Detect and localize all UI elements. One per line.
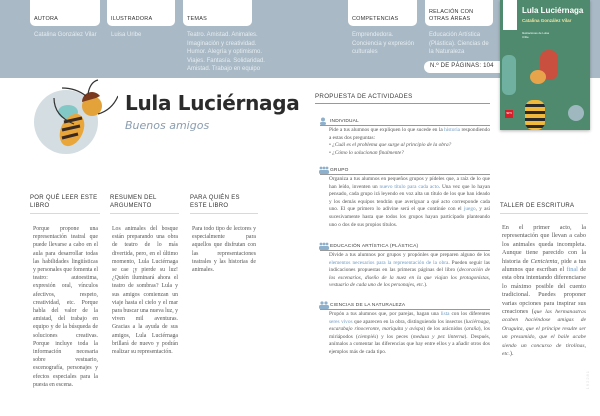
highlight: nuevo título para cada acto [379, 183, 439, 190]
text: Propón a tus alumnos que, por parejas, hagan una [329, 311, 441, 317]
activity-science [320, 303, 490, 357]
relation-label: RELACIÓN CON OTRAS ÁREAS [425, 0, 493, 26]
group-icon [319, 166, 329, 174]
book-cover [500, 0, 590, 130]
text: ). [509, 350, 514, 358]
group-icon [319, 242, 329, 250]
activities-heading: PROPUESTA DE ACTIVIDADES [315, 93, 490, 104]
activity-individual [320, 119, 490, 157]
why-text: Porque propone una representación teatral que puede llevarse a cabo en el aula para desarrollar todas las habilidades lingüísticas y personales que fomenta el teatro: autoestima, expresión oral, vínculos afectivos, respeto, creatividad, etc. Porque habla del valor de la amistad, del trabajo en equipo y de la búsqueda de soluciones creativas. Porque incluye toda la información necesaria sobre vestuario, escenografía, personajes y efectos especiales para la puesta en escena. [33, 226, 98, 388]
firefly-illustration [530, 70, 546, 84]
page-count: N.º DE PÁGINAS: 104 [424, 61, 506, 73]
book-subtitle: Buenos amigos [125, 119, 210, 132]
italic-text: araña [466, 326, 479, 333]
themes-label: TEMAS [183, 0, 252, 26]
activity-group [320, 168, 490, 229]
italic-text: Cenicienta [530, 257, 558, 265]
illustrator-label: ILUSTRADORA [107, 0, 175, 26]
collection-logo [503, 0, 517, 30]
book-title: Lula Luciérnaga [125, 91, 300, 115]
publisher-logo: sm [505, 110, 513, 118]
highlight: juego [463, 206, 476, 213]
text: ) de los arácnidos ( [423, 326, 467, 333]
workshop-text [502, 224, 586, 359]
text: ), los miriápodos ( [329, 326, 490, 340]
italic-text: medusa y pez linterna [412, 333, 465, 340]
workshop-heading: TALLER DE ESCRITURA [500, 202, 588, 214]
section-label: CIENCIAS DE LA NATURALEZA [330, 303, 406, 308]
cover-title: Lula Luciérnaga [522, 6, 584, 15]
italic-text: ciempiés [357, 333, 377, 340]
highlight: lista [440, 311, 450, 317]
summary-text: Los animales del bosque están preparando una obra de teatro de lo más divertida, pero, en el último momento, Lula Luciérnaga se cae ¡y pierde su luz! ¿Quién iluminará ahora el teatro de sombras? Lula y sus amigos comienzan un viaje hasta el cielo y el mar para buscar una nueva luz, y viven mil aventuras. Gracias a la ayuda de sus amigos, Lula Luciérnaga brillará de nuevo y podrán realizar su representación. [112, 226, 178, 356]
text: , y así sucesivamente hasta que todos los grupos hayan participado planteando uno o dos de sus propios títulos. [329, 206, 490, 228]
text: En el primer acto, la representación que llevan a cabo los animales queda incompleta. Aunque tiene parecido con la historia de [502, 224, 586, 265]
illustrator-value: Luisa Uribe [111, 32, 142, 38]
text: Pide a tus alumnos que expliquen lo que sucede en la [329, 127, 445, 133]
firefly-illustration [28, 78, 118, 156]
text: Divide a tus alumnos por grupos y propónles que preparen alguno de los [329, 252, 490, 258]
italic-text: que las hermanastras acaben haciéndose amigas de Oruguita, que el príncipe resulte ser un presumido, que el baile acabe siendo un concurso de tirolinas, etc. [502, 309, 587, 358]
competencies-value: Emprendedora. Conciencia y expresión culturales [352, 32, 415, 56]
bee-illustration [525, 100, 545, 130]
person-icon [319, 117, 328, 125]
text: . Una vez que lo hayan pensado, cada grupo irá leyendo en voz alta un título de los que han ideado y los demás equipos tendrán que averiguar a qué acto corresponde cada uno. El que primero lo adivine será el que continúe con el [329, 183, 490, 213]
text: . Pueden seguir las indicaciones propuestas en las primeras páginas del libro ( [329, 259, 490, 274]
product-code: 192281 [585, 370, 590, 390]
audience-heading: PARA QUIÉN ES ESTE LIBRO [190, 194, 258, 214]
author-value: Catalina González Vilar [34, 32, 97, 38]
caterpillar-illustration [502, 55, 516, 95]
question: • ¿Cuál es el problema que surge al principio de la obra? [329, 142, 452, 149]
summary-heading: RESUMEN DEL ARGUMENTO [110, 194, 179, 214]
cover-illustrator: Ilustraciones de Luisa Uribe [522, 31, 550, 39]
section-label: EDUCACIÓN ARTÍSTICA (PLÁSTICA) [330, 244, 419, 249]
pair-icon [319, 301, 329, 309]
text: ). [424, 282, 428, 289]
text: ). Después, anímalos a comentar las diferencias que hay entre ellos y a añadir otros dos ejemplos más de cada tipo. [329, 333, 491, 355]
why-heading: POR QUÉ LEER ESTE LIBRO [30, 194, 100, 214]
text: respondiendo a estas dos preguntas: [329, 127, 490, 141]
text: Organiza a tus alumnos en pequeños grupos y pídeles que, a raíz de lo que han leído, inventen un [329, 176, 490, 190]
themes-value: Teatro. Amistad. Animales. Imaginación y creatividad. Humor. Alegría y optimismo. Viajes. Fantasía. Solidaridad. Amistad. Trabajo en equipo [187, 32, 265, 73]
cover-author: Catalina González Vilar [522, 18, 572, 23]
section-label: GRUPO [330, 168, 349, 173]
competencies-label: COMPETENCIAS [348, 0, 417, 26]
italic-text: decoración de los escenarios, diseño de la nuez en la que viajan los protagonistas, vestuario de cada uno de los personajes, etc. [329, 267, 490, 289]
activity-art [320, 244, 490, 290]
highlight: elementos necesarios para la representación de la obra [329, 259, 449, 266]
text: con los diferentes [449, 311, 490, 317]
question: • ¿Cómo lo solucionan finalmente? [329, 149, 404, 156]
text: de esta obra intentando diferenciarse lo máximo posible del cuento tradicional. Puedes proponer varias opciones para inspirar sus creaciones ( [502, 266, 587, 316]
author-label: AUTORA [30, 0, 100, 26]
text: , pide a tus alumnos que escriban el [502, 257, 587, 274]
audience-text: Para todo tipo de lectores y especialmente para aquellos que disfrutan con las representaciones teatrales y las historias de animales. [192, 226, 256, 274]
text: que aparecen en la obra, distinguiendo los insectos ( [352, 318, 466, 325]
highlight: historia [444, 127, 461, 133]
highlight: seres vivos [329, 318, 353, 325]
italic-text: luciérnaga, escarabajo rinoceronte, mariquita y avispa [329, 318, 490, 333]
relation-value: Educación Artística (Plástica). Ciencias de la Naturaleza [429, 32, 489, 56]
text: ) y los peces ( [376, 333, 413, 340]
cover-badge [568, 105, 584, 121]
highlight: final [566, 266, 578, 274]
section-label: INDIVIDUAL [330, 119, 359, 124]
